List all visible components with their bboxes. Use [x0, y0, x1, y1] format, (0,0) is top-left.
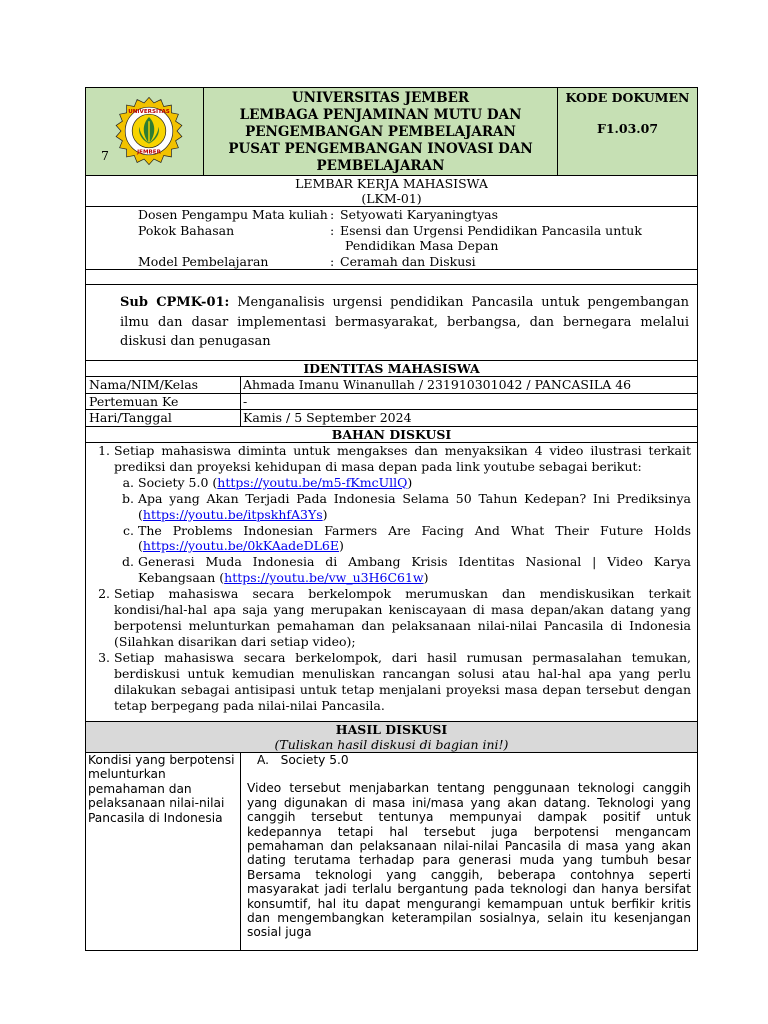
video-link-d[interactable]: https://youtu.be/vw_u3H6C61w — [224, 570, 424, 586]
hasil-title: HASIL DISKUSI — [335, 722, 448, 737]
logo-text-top: UNIVERSITAS — [128, 108, 170, 115]
cpmk-text: Menganalisis urgensi pendidikan Pancasila untuk pengembangan ilmu dan dasar implementasi bermasyarakat, berbangsa, dan bernegara melalui diskusi dan penugasan — [120, 295, 689, 349]
identitas-title: IDENTITAS MAHASISWA — [86, 360, 698, 377]
bahan-item-3: 3. Setiap mahasiswa secara berkelompok, dari hasil rumusan permasalahan temukan, berdiskusi untuk kemudian menuliskan rancangan solusi atau hal-hal apa yang perlu dilakukan sebagai antisipasi untuk tetap menjalani proyeksi masa depan tersebut dengan tetap berpegang pada nilai-nilai Pancasila. — [114, 650, 691, 714]
bahan-item-2: 2. Setiap mahasiswa secara berkelompok merumuskan dan mendiskusikan terkait kondisi/hal-hal apa saja yang merupakan keniscayaan di masa depan/akan datang yang berpotensi melunturkan pemahaman dan pelaksanaan nilai-nilai Pancasila di Indonesia (Silahkan disarikan dari setiap video); — [114, 586, 691, 650]
meta-pokok: Pokok Bahasan : Esensi dan Urgensi Pendidikan Pancasila untuk Pendidikan Masa Depan — [138, 222, 642, 253]
lkm-title-cell — [86, 176, 698, 207]
hasil-right — [241, 753, 698, 951]
identitas-label-1: Nama/NIM/Kelas — [86, 377, 241, 394]
hasil-content-row — [86, 753, 698, 951]
video-item-a: a. Society 5.0 (https://youtu.be/m5-fKmcUllQ) — [138, 475, 691, 491]
title-line-5: PEMBELAJARAN — [316, 158, 445, 174]
meta-dosen: Dosen Pengampu Mata kuliah : Setyowati Karyaningtyas — [138, 207, 697, 223]
institution-title — [204, 88, 558, 176]
bahan-title-row — [86, 426, 698, 443]
identitas-title-row — [86, 360, 698, 377]
kode-dokumen-cell — [558, 88, 698, 176]
model-label: Model Pembelajaran — [138, 253, 269, 269]
hasil-left: Kondisi yang berpotensi melunturkan pemahaman dan pelaksanaan nilai-nilai Pancasila di Indonesia — [86, 753, 241, 951]
lkm-table — [85, 87, 698, 951]
dosen-label: Dosen Pengampu Mata kuliah — [138, 207, 328, 222]
lkm-title: LEMBAR KERJA MAHASISWA — [295, 176, 488, 191]
title-line-1: UNIVERSITAS JEMBER — [291, 90, 470, 106]
identitas-row-2 — [86, 393, 698, 410]
hasil-right-heading: A. Society 5.0 — [257, 753, 349, 767]
identitas-value-3: Kamis / 5 September 2024 — [241, 410, 698, 427]
identitas-row-3 — [86, 410, 698, 427]
kode-label: KODE DOKUMEN — [565, 90, 690, 105]
identitas-row-1 — [86, 377, 698, 394]
video-item-c: c. The Problems Indonesian Farmers Are Facing And What Their Future Holds (https://youtu.be/0kKAadeDL6E) — [138, 523, 691, 555]
meta-cell — [86, 207, 698, 270]
video-list — [114, 475, 691, 586]
cpmk-label: Sub CPMK-01: — [120, 295, 230, 310]
hasil-subtitle: (Tuliskan hasil diskusi di bagian ini!) — [274, 737, 509, 752]
pokok-value-2: Pendidikan Masa Depan — [345, 238, 499, 253]
title-line-3: PENGEMBANGAN PEMBELAJARAN — [245, 124, 516, 140]
meta-row — [86, 207, 698, 270]
bahan-list — [86, 443, 697, 713]
cpmk-row — [86, 285, 698, 361]
logo-text-bottom: JEMBER — [137, 149, 161, 156]
dosen-value: Setyowati Karyaningtyas — [340, 207, 499, 222]
hasil-title-cell — [86, 722, 698, 753]
pokok-value-1: Esensi dan Urgensi Pendidikan Pancasila untuk — [340, 222, 642, 238]
header-row — [86, 88, 698, 176]
video-item-d: d. Generasi Muda Indonesia di Ambang Krisis Identitas Nasional | Video Karya Kebangsaan (https://youtu.be/vw_u3H6C61w) — [138, 554, 691, 586]
document — [85, 87, 697, 951]
spacer-row — [86, 270, 698, 285]
identitas-value-1: Ahmada Imanu Winanullah / 231910301042 / PANCASILA 46 — [241, 377, 698, 394]
logo-number: 7 — [101, 148, 109, 163]
video-link-a[interactable]: https://youtu.be/m5-fKmcUllQ — [217, 474, 408, 490]
title-line-4: PUSAT PENGEMBANGAN INOVASI DAN — [228, 141, 533, 157]
university-logo-icon — [114, 96, 184, 166]
lkm-title-row — [86, 176, 698, 207]
bahan-item-1: 1. Setiap mahasiswa diminta untuk mengakses dan menyaksikan 4 video ilustrasi terkait prediksi dan proyeksi kehidupan di masa depan pada link youtube sebagai berikut: a. Society 5.0 (https://youtu.be/m5-fKmcUllQ) b. Apa yang Akan Terjadi Pada Indonesia Selama 50 Tahun Kedepan? Ini Prediksinya (https://youtu.be/itpskhfA3Ys) c. The Problems Indonesian Farmers Are Facing And What Their Future Holds (https://youtu.be/0kKAadeDL6E) d. Generasi Muda Indonesia di Ambang Krisis Identitas Nasional | Video Karya Kebangsaan (https://youtu.be/vw_u3H6C61w) — [114, 443, 691, 586]
bahan-title: BAHAN DISKUSI — [86, 426, 698, 443]
cpmk-cell — [86, 285, 698, 361]
hasil-right-text: Video tersebut menjabarkan tentang penggunaan teknologi canggih yang digunakan di masa ini/masa yang akan datang. Teknologi yang canggih tersebut tentunya mempunyai dampak positif untuk kedepannya tetapi hal tersebut juga berpotensi mengancam pemahaman dan pelaksanaan nilai-nilai Pancasila di masa yang akan dating terutama terhadap para generasi muda yang tumbuh besar Bersama teknologi yang canggih, beberapa contohnya seperti masyarakat jadi terlalu bergantung pada teknologi dan hanya bersifat konsumtif, hal itu dapat mengurangi kemampuan untuk berfikir kritis dan mengembangkan keterampilan sosialnya, selain itu kesenjangan sosial juga — [247, 781, 691, 940]
hasil-title-row — [86, 722, 698, 753]
video-item-b: b. Apa yang Akan Terjadi Pada Indonesia Selama 50 Tahun Kedepan? Ini Prediksinya (https://youtu.be/itpskhfA3Ys) — [138, 491, 691, 523]
bahan-content-row — [86, 443, 698, 722]
model-value: Ceramah dan Diskusi — [340, 253, 476, 269]
title-line-2: LEMBAGA PENJAMINAN MUTU DAN — [239, 107, 522, 123]
identitas-label-3: Hari/Tanggal — [86, 410, 241, 427]
bahan-content — [86, 443, 698, 722]
logo-cell — [86, 88, 204, 176]
video-link-b[interactable]: https://youtu.be/itpskhfA3Ys — [142, 506, 323, 522]
kode-value: F1.03.07 — [596, 121, 659, 136]
video-link-c[interactable]: https://youtu.be/0kKAadeDL6E — [142, 538, 339, 554]
meta-model: Model Pembelajaran : Ceramah dan Diskusi — [138, 254, 697, 270]
lkm-code: (LKM-01) — [361, 191, 422, 206]
identitas-value-2: - — [241, 393, 698, 410]
pokok-label: Pokok Bahasan — [138, 222, 235, 238]
identitas-label-2: Pertemuan Ke — [86, 393, 241, 410]
